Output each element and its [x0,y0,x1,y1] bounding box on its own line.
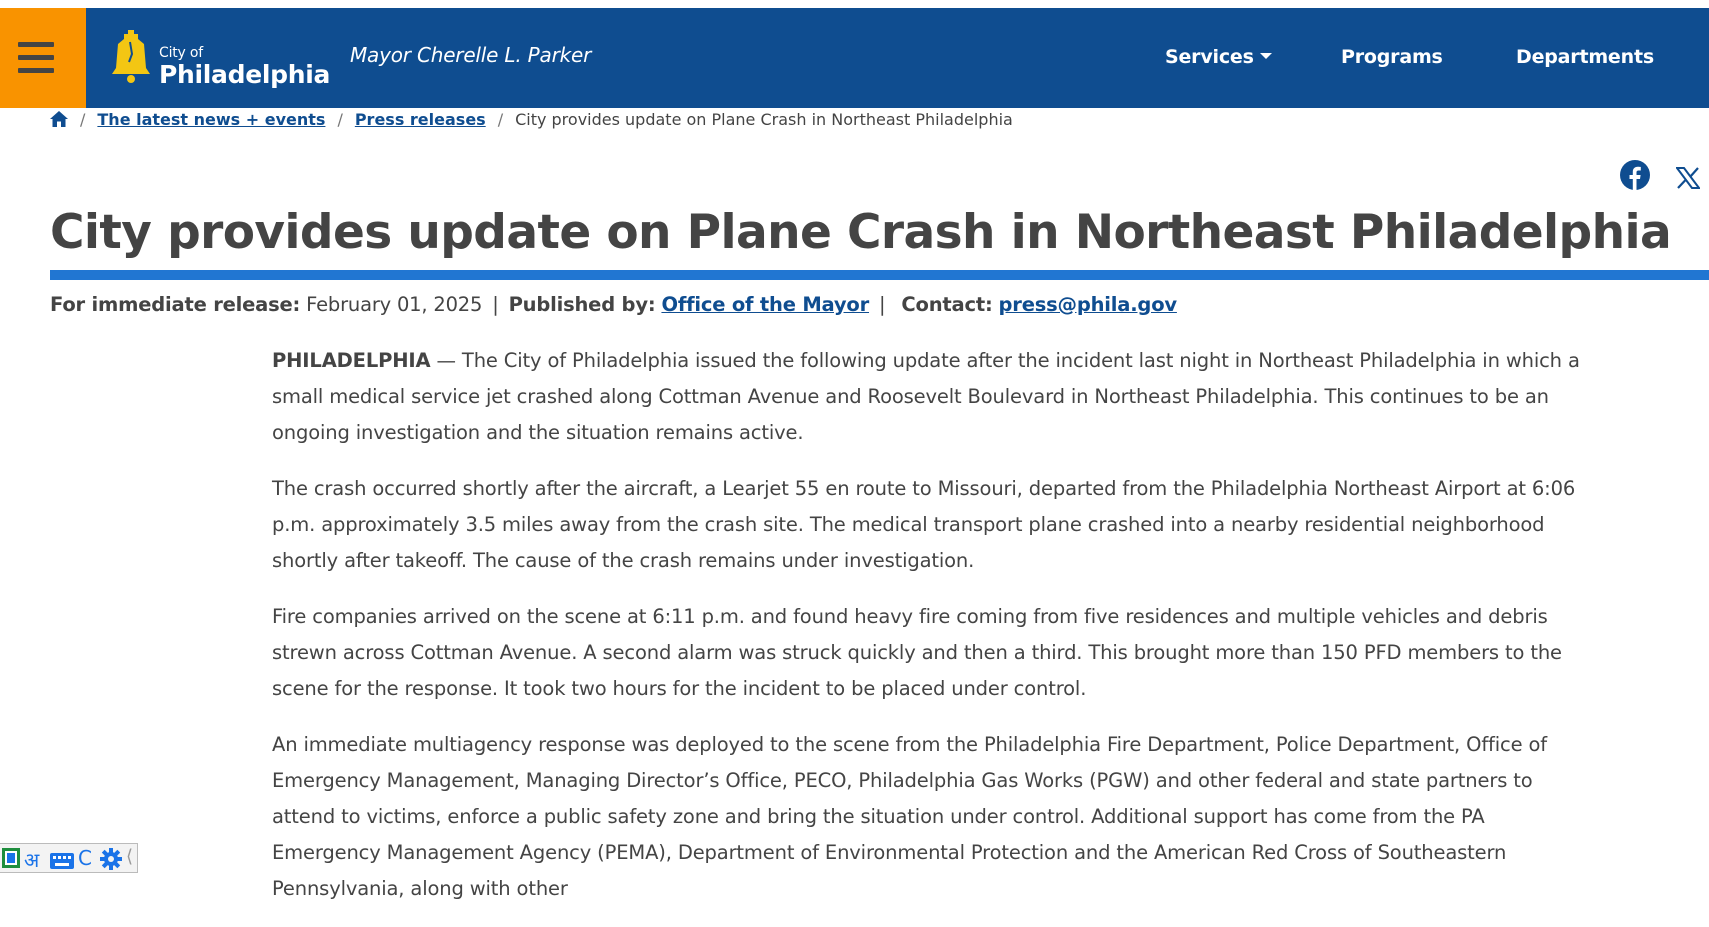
article-paragraph: The crash occurred shortly after the aircraft, a Learjet 55 en route to Missouri, departed from the Philadelphia Northeast Airport at 6:06 p.m. approximately 3.5 miles away from the crash site. The medical transport plane crashed into a nearby residential neighborhood shortly after takeoff. The cause of the crash remains under investigation. [272,477,1576,572]
nav-services[interactable] [1165,46,1272,68]
publisher-link[interactable]: Office of the Mayor [661,293,870,316]
nav-programs-label: Programs [1341,46,1443,68]
breadcrumb-link-press[interactable]: Press releases [354,110,486,129]
c-icon[interactable]: C [78,846,92,870]
nav-departments[interactable] [1516,46,1654,68]
article-paragraph: Fire companies arrived on the scene at 6:11 p.m. and found heavy fire coming from five residences and multiple vehicles and debris strewn across Cottman Avenue. A second alarm was struck quickly and then a third. This brought more than 150 PFD members to the scene for the response. It took two hours for the incident to be placed under control. [272,605,1562,700]
nav-programs[interactable] [1341,46,1443,68]
breadcrumb-separator: / [497,110,504,129]
input-tools-toolbar [0,843,138,873]
facebook-icon[interactable] [1620,160,1650,194]
menu-button[interactable] [0,8,86,108]
release-date: February 01, 2025 [306,293,483,316]
breadcrumb-separator: / [337,110,343,129]
menu-icon-bar [18,55,54,60]
contact-email-link[interactable]: press@phila.gov [998,293,1177,316]
hindi-input-icon[interactable]: अ [24,848,40,872]
breadcrumb [50,110,1013,134]
top-strip [0,0,1709,8]
article-meta [50,293,1177,316]
breadcrumb-separator: / [80,110,86,129]
published-label: Published by: [508,293,656,316]
mayor-name: Mayor Cherelle L. Parker [350,43,592,67]
meta-separator: | [492,293,499,316]
breadcrumb-link-news[interactable]: The latest news + events [97,110,326,129]
nav-departments-label: Departments [1516,46,1654,68]
caret-down-icon [1260,53,1272,59]
logo-big-text: Philadelphia [159,60,331,89]
home-icon[interactable] [50,111,68,131]
article-body [272,343,1597,927]
breadcrumb-current: City provides update on Plane Crash in Northeast Philadelphia [515,110,1013,129]
release-label: For immediate release: [50,293,301,316]
meta-separator: | [879,293,886,316]
city-logo[interactable] [110,30,331,90]
title-underline [50,270,1709,280]
keyboard-icon[interactable] [50,850,74,874]
liberty-bell-icon [110,30,152,84]
page-title: City provides update on Plane Crash in Northeast Philadelphia [50,205,1672,260]
menu-icon-bar [18,68,54,73]
contact-label: Contact: [901,293,993,316]
logo-small-text: City of [159,45,203,61]
paragraph-text: — The City of Philadelphia issued the following update after the incident last night in Northeast Philadelphia in which a small medical service jet crashed along Cottman Avenue and Roosevelt Boulevard in Northeast Philadelphia. This continues to be an ongoing investigation and the situation remains active. [272,349,1580,444]
article-paragraph [272,343,1597,451]
nav-services-label: Services [1165,46,1254,68]
menu-icon [18,42,54,47]
gear-icon[interactable] [100,848,122,875]
input-tools-logo-icon[interactable] [2,848,20,873]
toolbar-collapse-icon[interactable]: ⟨ [126,846,134,867]
dateline: PHILADELPHIA [272,349,431,372]
site-header [0,8,1709,108]
x-icon[interactable] [1676,167,1700,193]
article-paragraph: An immediate multiagency response was deployed to the scene from the Philadelphia Fire Department, Police Department, Office of Emergency Management, Managing Director’s Office, PECO, Philadelphia Gas Works (PGW) and other federal and state partners to attend to victims, enforce a public safety zone and bring the situation under control. Additional support has come from the PA Emergency Management Agency (PEMA), Department of Environmental Protection and the American Red Cross of Southeastern Pennsylvania, along with other [272,733,1547,900]
